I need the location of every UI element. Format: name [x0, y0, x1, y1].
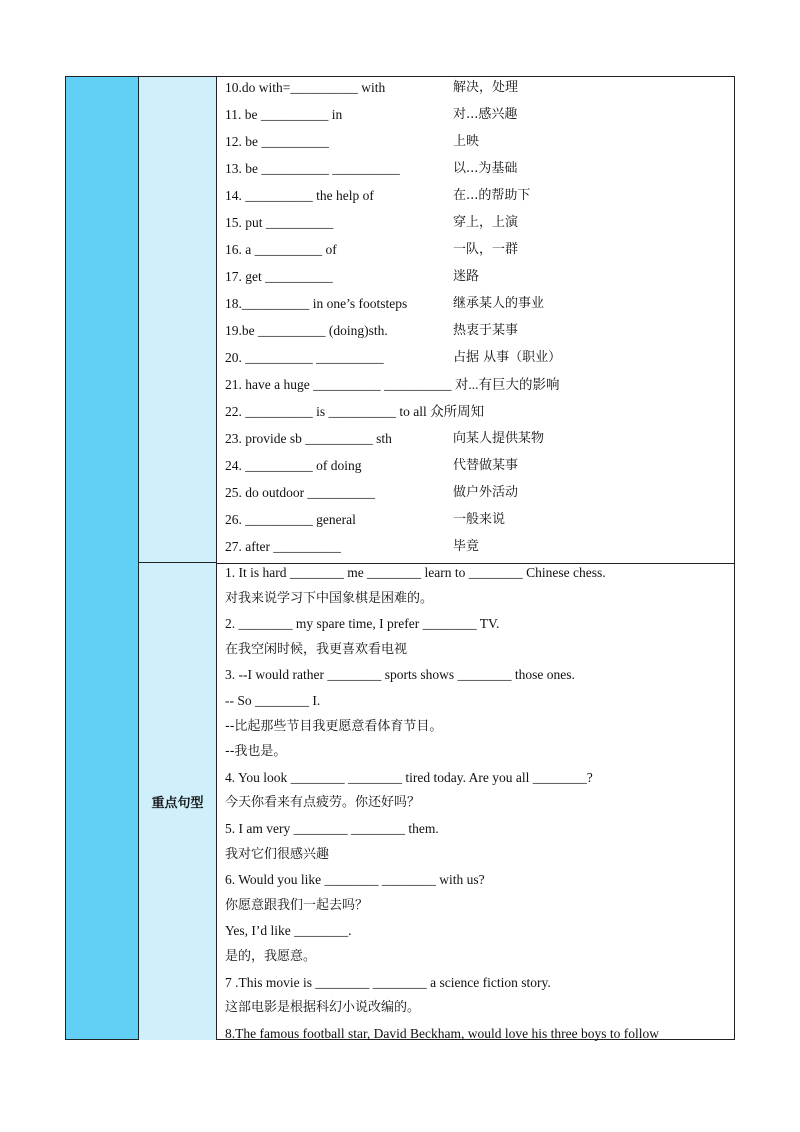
phrase-item: 22. __________ is __________ to all 众所周知: [225, 404, 485, 419]
phrase-meaning: 一般来说: [453, 512, 506, 527]
sentence-item: 1. It is hard ________ me ________ learn to ________ Chinese chess.: [225, 565, 606, 580]
phrase-item: 13. be __________ __________: [225, 161, 400, 176]
phrase-item: 10.do with=__________ with: [225, 80, 386, 95]
phrase-meaning: 向某人提供某物: [453, 431, 545, 446]
phrase-meaning: 毕竟: [453, 539, 480, 554]
sentence-translation: 我对它们很感兴趣: [225, 846, 330, 862]
sentence-translation: --我也是。: [225, 744, 287, 760]
phrase-meaning: 一队，一群: [453, 242, 519, 257]
worksheet-table: [65, 76, 735, 1040]
phrase-list: [217, 77, 734, 563]
phrase-item: 19.be __________ (doing)sth.: [225, 323, 388, 338]
phrase-item: 14. __________ the help of: [225, 188, 374, 203]
sentence-translation: 你愿意跟我们一起去吗？: [225, 897, 369, 913]
phrase-item: 17. get __________: [225, 269, 333, 284]
sentence-translation: 今天你看来有点疲劳。你还好吗？: [225, 795, 421, 811]
phrase-meaning: 上映: [453, 134, 480, 149]
sentence-translation: --比起那些节目我更愿意看体育节目。: [225, 718, 443, 734]
sentence-translation: 是的，我愿意。: [225, 949, 317, 964]
phrase-meaning: 对...感兴趣: [453, 107, 518, 122]
phrase-item: 26. __________ general: [225, 512, 356, 527]
phrase-item: 16. a __________ of: [225, 242, 337, 257]
phrase-meaning: 以...为基础: [453, 161, 518, 176]
phrase-meaning: 迷路: [453, 269, 480, 284]
section-label: 重点句型: [151, 796, 204, 811]
sentence-item: -- So ________ I.: [225, 693, 321, 708]
phrase-meaning: 继承某人的事业: [453, 296, 545, 311]
phrase-meaning: 做户外活动: [453, 485, 519, 500]
phrase-meaning: 占据 从事（职业）: [453, 350, 562, 365]
phrase-item: 24. __________ of doing: [225, 458, 362, 473]
sentence-item: 5. I am very ________ ________ them.: [225, 821, 439, 836]
phrase-item: 12. be __________: [225, 134, 329, 149]
sentence-translation: 这部电影是根据科幻小说改编的。: [225, 1000, 421, 1016]
phrase-meaning: 解决，处理: [453, 80, 519, 95]
phrase-item: 15. put __________: [225, 215, 334, 230]
phrase-meaning: 穿上，上演: [453, 215, 519, 230]
phrase-item: 21. have a huge __________ __________ 对...有巨大的影响: [225, 377, 560, 392]
sentence-translation: 在我空闲时候，我更喜欢看电视: [225, 641, 408, 657]
phrases-label-cell: [139, 77, 217, 563]
sentence-translation: 对我来说学习下中国象棋是困难的。: [225, 590, 434, 606]
sentence-item: Yes, I’d like ________.: [225, 923, 352, 939]
phrase-item: 23. provide sb __________ sth: [225, 431, 392, 446]
phrase-meaning: 在...的帮助下: [453, 188, 531, 203]
phrase-item: 27. after __________: [225, 539, 341, 554]
sentence-item: 8.The famous football star, David Beckham, would love his three boys to follow: [225, 1025, 659, 1041]
sentence-list: [217, 563, 734, 1040]
phrase-meaning: 代替做某事: [453, 458, 519, 473]
sentence-item: 3. --I would rather ________ sports shows ________ those ones.: [225, 667, 575, 683]
sentence-item: 6. Would you like ________ ________ with us?: [225, 872, 485, 888]
sentence-item: 2. ________ my spare time, I prefer ________ TV.: [225, 616, 500, 632]
sentence-item: 7 .This movie is ________ ________ a science fiction story.: [225, 974, 551, 990]
phrase-meaning: 热衷于某事: [453, 323, 519, 338]
phrase-item: 20. __________ __________: [225, 350, 384, 365]
sentences-label-cell: [139, 563, 217, 1040]
phrase-item: 18.__________ in one’s footsteps: [225, 296, 408, 311]
category-column: [66, 77, 139, 1039]
phrase-item: 25. do outdoor __________: [225, 485, 375, 500]
sentence-item: 4. You look ________ ________ tired today. Are you all ________?: [225, 769, 593, 785]
phrase-item: 11. be __________ in: [225, 107, 343, 122]
